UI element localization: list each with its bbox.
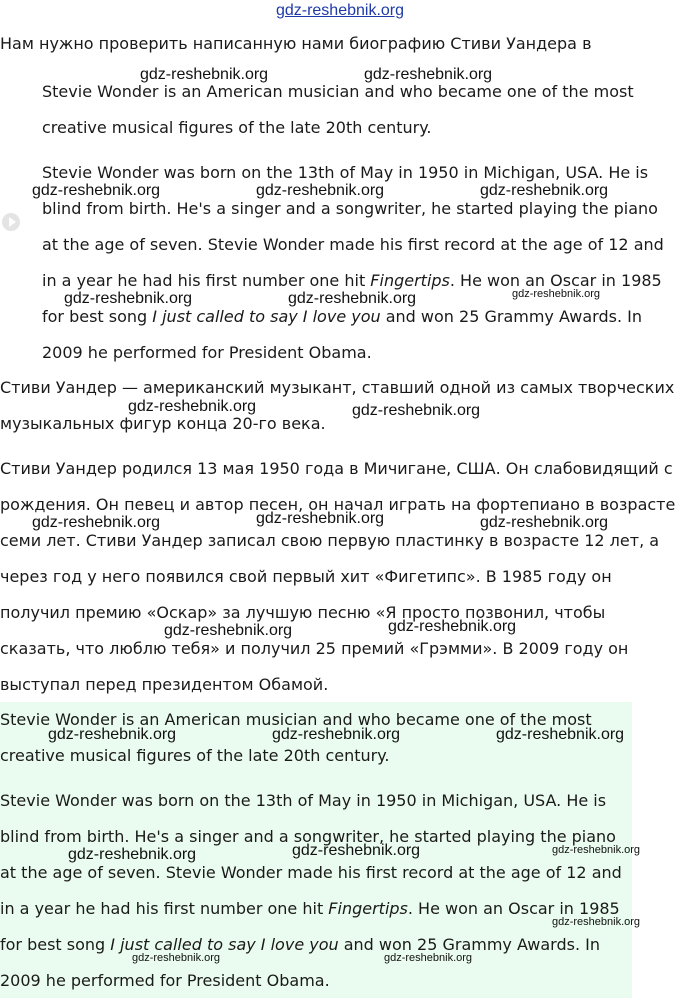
watermark: gdz-reshebnik.org xyxy=(48,726,177,743)
watermark: gdz-reshebnik.org xyxy=(512,288,601,300)
watermark: gdz-reshebnik.org xyxy=(552,916,641,928)
watermark: gdz-reshebnik.org xyxy=(384,952,473,964)
watermark: gdz-reshebnik.org xyxy=(32,514,161,531)
answer-song-fingertips: Fingertips xyxy=(328,899,408,918)
site-link[interactable]: gdz-reshebnik.org xyxy=(275,2,405,19)
watermark: gdz-reshebnik.org xyxy=(272,726,401,743)
watermark: gdz-reshebnik.org xyxy=(288,290,417,307)
watermark: gdz-reshebnik.org xyxy=(256,510,385,527)
watermark: gdz-reshebnik.org xyxy=(68,846,197,863)
watermark: gdz-reshebnik.org xyxy=(128,398,257,415)
watermark: gdz-reshebnik.org xyxy=(132,952,221,964)
english-text-part-2: . He won an Oscar in 1985 for best song xyxy=(42,271,662,326)
english-text-part-1: Stevie Wonder was born on the 13th of May in 1950 in Michigan, USA. He is blind from birth. He's a singer and a songwriter, he started playing the piano at the age of seven. Stevie Wonder made his first record at the age of 12 and in a year he had his first number one hit xyxy=(42,163,664,290)
english-paragraph-1: Stevie Wonder is an American musician and who became one of the most creative musical figures of the late 20th century. xyxy=(42,82,634,137)
answer-text-part-2: . He won an Oscar in 1985 for best song xyxy=(0,899,620,954)
answer-song-i-just-called: I just called to say I love you xyxy=(110,935,339,954)
russian-translation xyxy=(0,370,680,703)
watermark: gdz-reshebnik.org xyxy=(32,182,161,199)
english-biography xyxy=(42,74,678,371)
song-title-fingertips: Fingertips xyxy=(370,271,450,290)
watermark: gdz-reshebnik.org xyxy=(496,726,625,743)
russian-paragraph-2: Стиви Уандер родился 13 мая 1950 года в Мичигане, США. Он слабовидящий с рождения. Он певец и автор песен, он начал играть на фортепиано в возрасте семи лет. Стиви Уандер записал свою первую пластинку в возрасте 12 лет, а через год у него появился свой первый хит «Фигетипс». В 1985 году он получил премию «Оскар» за лучшую песню «Я просто позвонил, чтобы сказать, что люблю тебя» и получил 25 премий «Грэмми». В 2009 году он выступал перед президентом Обамой. xyxy=(0,459,676,694)
watermark: gdz-reshebnik.org xyxy=(352,402,481,419)
watermark: gdz-reshebnik.org xyxy=(164,622,293,639)
watermark: gdz-reshebnik.org xyxy=(64,290,193,307)
answer-text-part-3: and won 25 Grammy Awards. In 2009 he performed for President Obama. xyxy=(0,935,600,990)
intro-text: Нам нужно проверить написанную нами биографию Стиви Уандера в xyxy=(0,34,592,53)
watermark: gdz-reshebnik.org xyxy=(256,182,385,199)
watermark: gdz-reshebnik.org xyxy=(480,514,609,531)
english-text-part-3: and won 25 Grammy Awards. In 2009 he performed for President Obama. xyxy=(42,307,642,362)
watermark: gdz-reshebnik.org xyxy=(140,66,269,83)
answer-text-part-1: Stevie Wonder was born on the 13th of May in 1950 in Michigan, USA. He is blind from birth. He's a singer and a songwriter, he started playing the piano at the age of seven. Stevie Wonder made his first record at the age of 12 and in a year he had his first number one hit xyxy=(0,791,622,918)
watermark: gdz-reshebnik.org xyxy=(552,844,641,856)
russian-paragraph-1: Стиви Уандер — американский музыкант, ставший одной из самых творческих музыкальных фигур конца 20-го века. xyxy=(0,378,675,433)
watermark: gdz-reshebnik.org xyxy=(364,66,493,83)
watermark: gdz-reshebnik.org xyxy=(388,618,517,635)
answer-paragraph-1: Stevie Wonder is an American musician and who became one of the most creative musical figures of the late 20th century. xyxy=(0,710,592,765)
watermark: gdz-reshebnik.org xyxy=(292,842,421,859)
answer-paragraph-2 xyxy=(0,783,632,999)
play-icon[interactable] xyxy=(2,213,20,231)
watermark: gdz-reshebnik.org xyxy=(480,182,609,199)
song-title-i-just-called: I just called to say I love you xyxy=(152,307,381,326)
